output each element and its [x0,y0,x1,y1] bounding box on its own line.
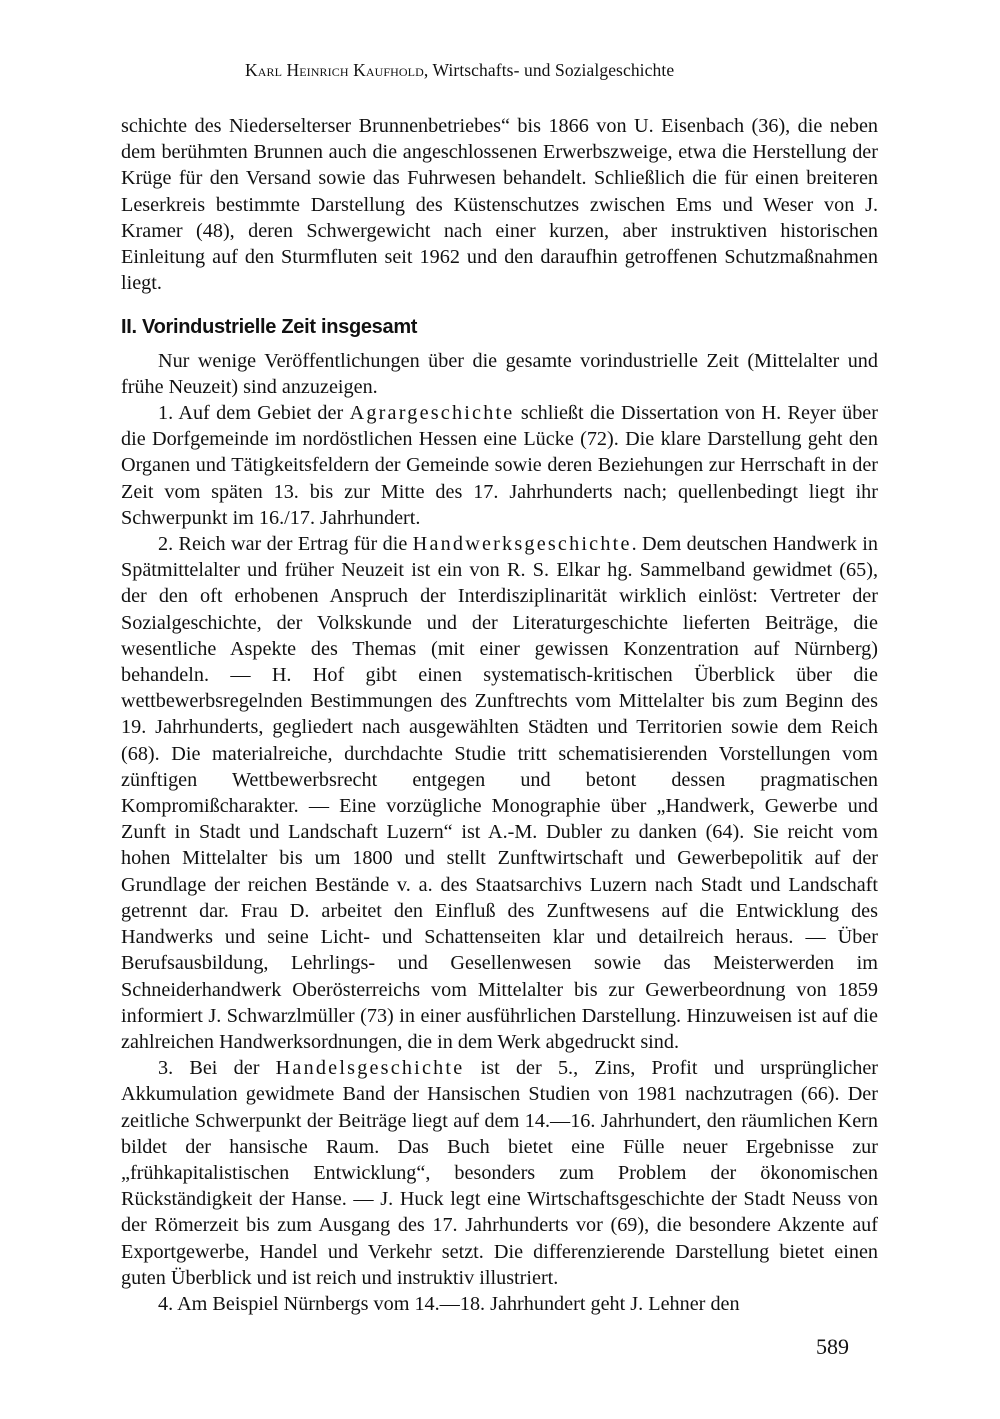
item-3-text: ist der 5., Zins, Profit und ursprünglicher Akkumulation gewidmete Band der Hansischen Studien von 1981 nachzutragen (66). Der zeitliche Schwerpunkt der Beiträge liegt auf dem 14.—16. Jahrhundert, den räumlichen Kern bildet der hansische Raum. Das Buch bietet eine Fülle neuer Ergebnisse zur „frühkapitalistischen Entwicklung“, besonders zum Problem der ökonomischen Rückständigkeit der Hanse. — J. Huck legt eine Wirtschaftsgeschichte der Stadt Neuss von der Römerzeit bis zum Ausgang des 17. Jahrhunderts vor (69), die besondere Akzente auf Exportgewerbe, Handel und Verkehr setzt. Die differenzierende Darstellung bietet einen guten Überblick und ist reich und instruktiv illustriert. [121,1057,878,1289]
item-2-lead: 2. Reich war der Ertrag für die [158,533,413,556]
item-3-lead: 3. Bei der [158,1057,276,1080]
running-header [245,60,805,81]
body-text [121,113,878,1317]
header-author: Karl Heinrich Kaufhold [245,60,424,80]
paragraph-item-1 [121,400,878,531]
intro-paragraph: schichte des Niederselterser Brunnenbetriebes“ bis 1866 von U. Eisenbach (36), die neben dem berühmten Brunnen auch die angeschlossenen Erwerbszweige, etwa die Herstellung der Krüge für den Versand sowie das Fuhrwesen behandelt. Schließlich die für einen breiteren Leserkreis bestimmte Darstellung des Küstenschutzes zwischen Ems und Weser von J. Kramer (48), deren Schwergewicht nach einer kurzen, aber instruktiven historischen Einleitung auf den Sturmfluten seit 1962 und den daraufhin getroffenen Schutzmaßnahmen liegt. [121,115,878,295]
item-1-lead: 1. Auf dem Gebiet der [158,402,350,425]
paragraph-item-4 [121,1291,878,1317]
section-heading: II. Vorindustrielle Zeit insgesamt [121,316,418,339]
item-2-text: . Dem deutschen Handwerk in Spätmittelalter und früher Neuzeit ist ein von R. S. Elkar hg. Sammelband gewidmet (65), der den oft erhobenen Anspruch der Interdisziplinarität wirklich einlöst: Vertreter der Sozialgeschichte, der Volkskunde und der Literaturgeschichte lieferten Beiträge, die wesentliche Aspekte des Themas (mit einer gewissen Konzentration auf Nürnberg) behandeln. — H. Hof gibt einen systematisch-kritischen Überblick über die wettbewerbsregelnden Bestimmungen des Zunftrechts vom Mittelalter bis zum Beginn des 19. Jahrhunderts, gegliedert nach ausgewählten Städten und Territorien sowie dem Reich (68). Die materialreiche, durchdachte Studie tritt schematisierenden Vorstellungen vom zünftigen Wettbewerbsrecht entgegen und betont dessen pragmatischen Kompromißcharakter. — Eine vorzügliche Monographie über „Handwerk, Gewerbe und Zunft in Stadt und Landschaft Luzern“ ist A.-M. Dubler zu danken (64). Sie reicht vom hohen Mittelalter bis um 1800 und stellt Zunftwirtschaft und Gewerbepolitik auf der Grundlage der reichen Bestände v. a. des Staatsarchivs Luzern nach Stadt und Landschaft getrennt dar. Frau D. arbeitet den Einfluß des Zunftwesens auf die Entwicklung des Handwerks und seine Licht- und Schattenseiten klar und detailreich heraus. — Über Berufsausbildung, Lehrlings- und Gesellenwesen sowie das Meisterwerden im Schneiderhandwerk Oberösterreichs vom Mittelalter bis zur Gewerbeordnung von 1859 informiert J. Schwarzlmüller (73) in einer ausführlichen Darstellung. Hinzuweisen ist auf die zahlreichen Handwerksordnungen, die in dem Werk abgedruckt sind. [121,533,878,1053]
item-3-keyword: Handelsgeschichte [275,1057,465,1080]
header-title: , Wirtschafts- und Sozialgeschichte [423,60,675,80]
page-number: 589 [816,1334,849,1359]
section-intro-paragraph: Nur wenige Veröffentlichungen über die gesamte vorindustrielle Zeit (Mittelalter und frühe Neuzeit) sind anzuzeigen. [121,349,878,398]
item-2-keyword: Handwerksgeschichte [412,533,632,556]
paragraph-item-2 [121,531,878,1055]
item-1-text: schließt die Dissertation von H. Reyer über die Dorfgemeinde im nordöstlichen Hessen eine Lücke (72). Die klare Darstellung geht den Organen und Tätigkeitsfeldern der Gemeinde sowie deren Beziehungen zur Herrschaft in der Zeit vom späten 13. bis zur Mitte des 17. Jahrhunderts nach; quellenbedingt liegt ihr Schwerpunkt im 16./17. Jahrhundert. [121,402,878,529]
item-1-keyword: Agrargeschichte [349,402,515,425]
item-4-lead: 4. Am Beispiel Nürnbergs vom 14.—18. Jahrhundert geht J. Lehner den [158,1292,740,1315]
paragraph-item-3 [121,1055,878,1291]
